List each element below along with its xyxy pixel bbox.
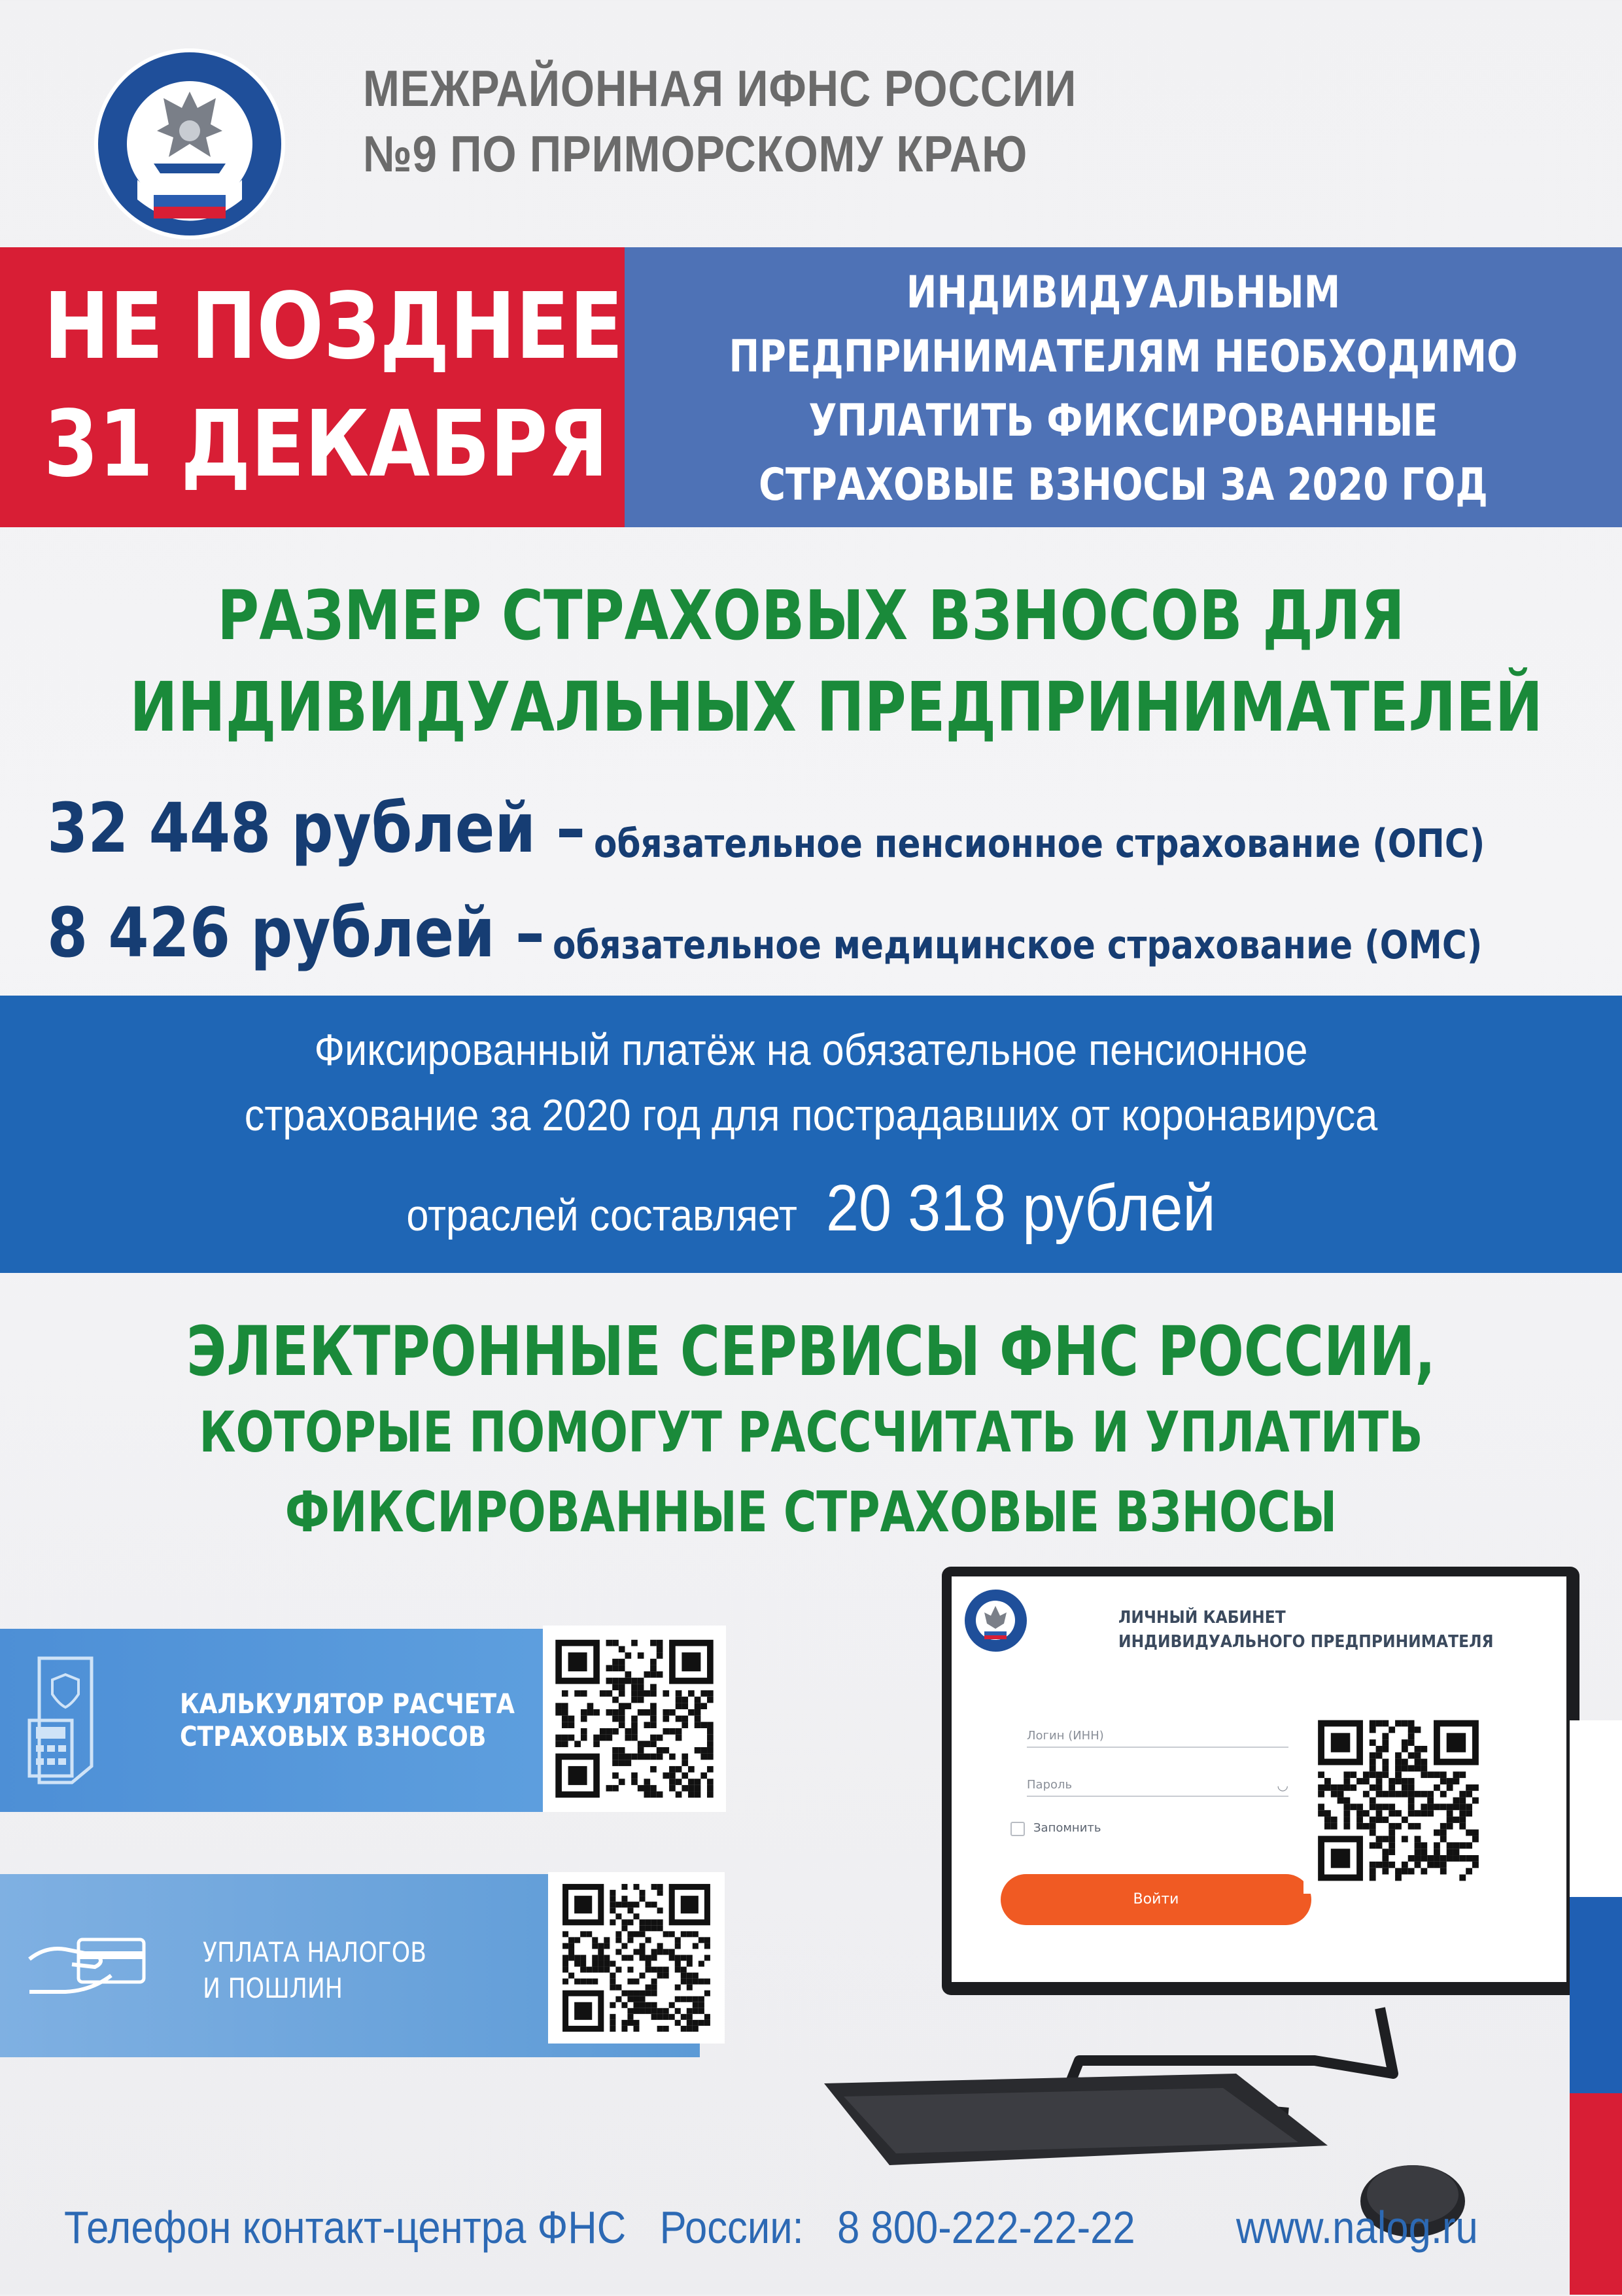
deadline-banner <box>0 247 625 527</box>
org-name-line2: №9 ПО ПРИМОРСКОМУ КРАЮ <box>363 125 1028 183</box>
website-link[interactable]: www.nalog.ru <box>1236 2202 1478 2253</box>
notice-line2: ПРЕДПРИНИМАТЕЛЯМ НЕОБХОДИМО <box>729 331 1518 383</box>
tax-payment-qr-code[interactable] <box>548 1872 725 2044</box>
screen-fns-logo <box>965 1590 1027 1652</box>
size-heading-line2: ИНДИВИДУАЛЬНЫХ ПРЕДПРИНИМАТЕЛЕЙ <box>129 667 1543 747</box>
band-amount: 20 318 рублей <box>825 1172 1216 1245</box>
oms-amount: 8 426 рублей – <box>47 893 545 973</box>
band-line2: страхование за 2020 год для пострадавших от коронавируса <box>244 1090 1378 1140</box>
notice-banner <box>625 247 1622 527</box>
org-name-line1: МЕЖРАЙОННАЯ ИФНС РОССИИ <box>363 60 1077 117</box>
ip-cabinet-screen <box>952 1576 1566 1982</box>
notice-line4: СТРАХОВЫЕ ВЗНОСЫ ЗА 2020 ГОД <box>759 459 1488 511</box>
band-line1: Фиксированный платёж на обязательное пенсионное <box>314 1025 1308 1075</box>
password-toggle-icon[interactable]: ◡ <box>1277 1777 1288 1793</box>
tax-payment-label-line1: УПЛАТА НАЛОГОВ <box>203 1936 426 1968</box>
deadline-line2: 31 ДЕКАБРЯ <box>43 391 609 498</box>
login-placeholder: Логин (ИНН) <box>1027 1729 1104 1743</box>
notice-line1: ИНДИВИДУАЛЬНЫМ <box>906 267 1341 319</box>
calculator-qr-code[interactable] <box>543 1626 726 1812</box>
services-heading-line3: ФИКСИРОВАННЫЕ СТРАХОВЫЕ ВЗНОСЫ <box>285 1480 1337 1545</box>
login-field[interactable] <box>1027 1720 1288 1748</box>
services-heading-line1: ЭЛЕКТРОННЫЕ СЕРВИСЫ ФНС РОССИИ, <box>186 1312 1436 1391</box>
size-heading-line1: РАЗМЕР СТРАХОВЫХ ВЗНОСОВ ДЛЯ <box>217 576 1405 655</box>
tax-payment-label-line2: И ПОШЛИН <box>203 1972 343 2004</box>
login-button[interactable]: Войти <box>1001 1874 1311 1925</box>
band-line3-prefix: отраслей составляет <box>406 1191 797 1240</box>
screen-qr-code[interactable] <box>1303 1707 1493 1894</box>
remember-label: Запомнить <box>1033 1821 1101 1835</box>
deadline-line1: НЕ ПОЗДНЕЕ <box>43 273 623 380</box>
covid-payment-band <box>0 996 1622 1273</box>
screen-title-line2: ИНДИВИДУАЛЬНОГО ПРЕДПРИНИМАТЕЛЯ <box>1118 1632 1494 1652</box>
ops-description: обязательное пенсионное страхование (ОПС) <box>594 821 1485 867</box>
password-placeholder: Пароль <box>1027 1778 1073 1792</box>
screen-title-line1: ЛИЧНЫЙ КАБИНЕТ <box>1118 1608 1286 1627</box>
calculator-icon <box>26 1655 98 1786</box>
contact-phone: Телефон контакт-центра ФНС России: 8 800-222-22-22 <box>64 2202 1135 2253</box>
fns-logo <box>92 46 288 242</box>
calculator-label-line1: КАЛЬКУЛЯТОР РАСЧЕТА <box>180 1688 515 1720</box>
calculator-label-line2: СТРАХОВЫХ ВЗНОСОВ <box>180 1720 487 1752</box>
card-payment-icon <box>26 1920 150 2011</box>
services-heading-line2: КОТОРЫЕ ПОМОГУТ РАССЧИТАТЬ И УПЛАТИТЬ <box>199 1400 1423 1465</box>
ops-amount: 32 448 рублей – <box>47 788 585 868</box>
password-field[interactable] <box>1027 1769 1288 1797</box>
remember-checkbox[interactable] <box>1010 1822 1025 1836</box>
oms-description: обязательное медицинское страхование (ОМС) <box>553 922 1483 968</box>
russian-flag-strip <box>1570 1720 1622 2295</box>
notice-line3: УПЛАТИТЬ ФИКСИРОВАННЫЕ <box>808 395 1438 447</box>
